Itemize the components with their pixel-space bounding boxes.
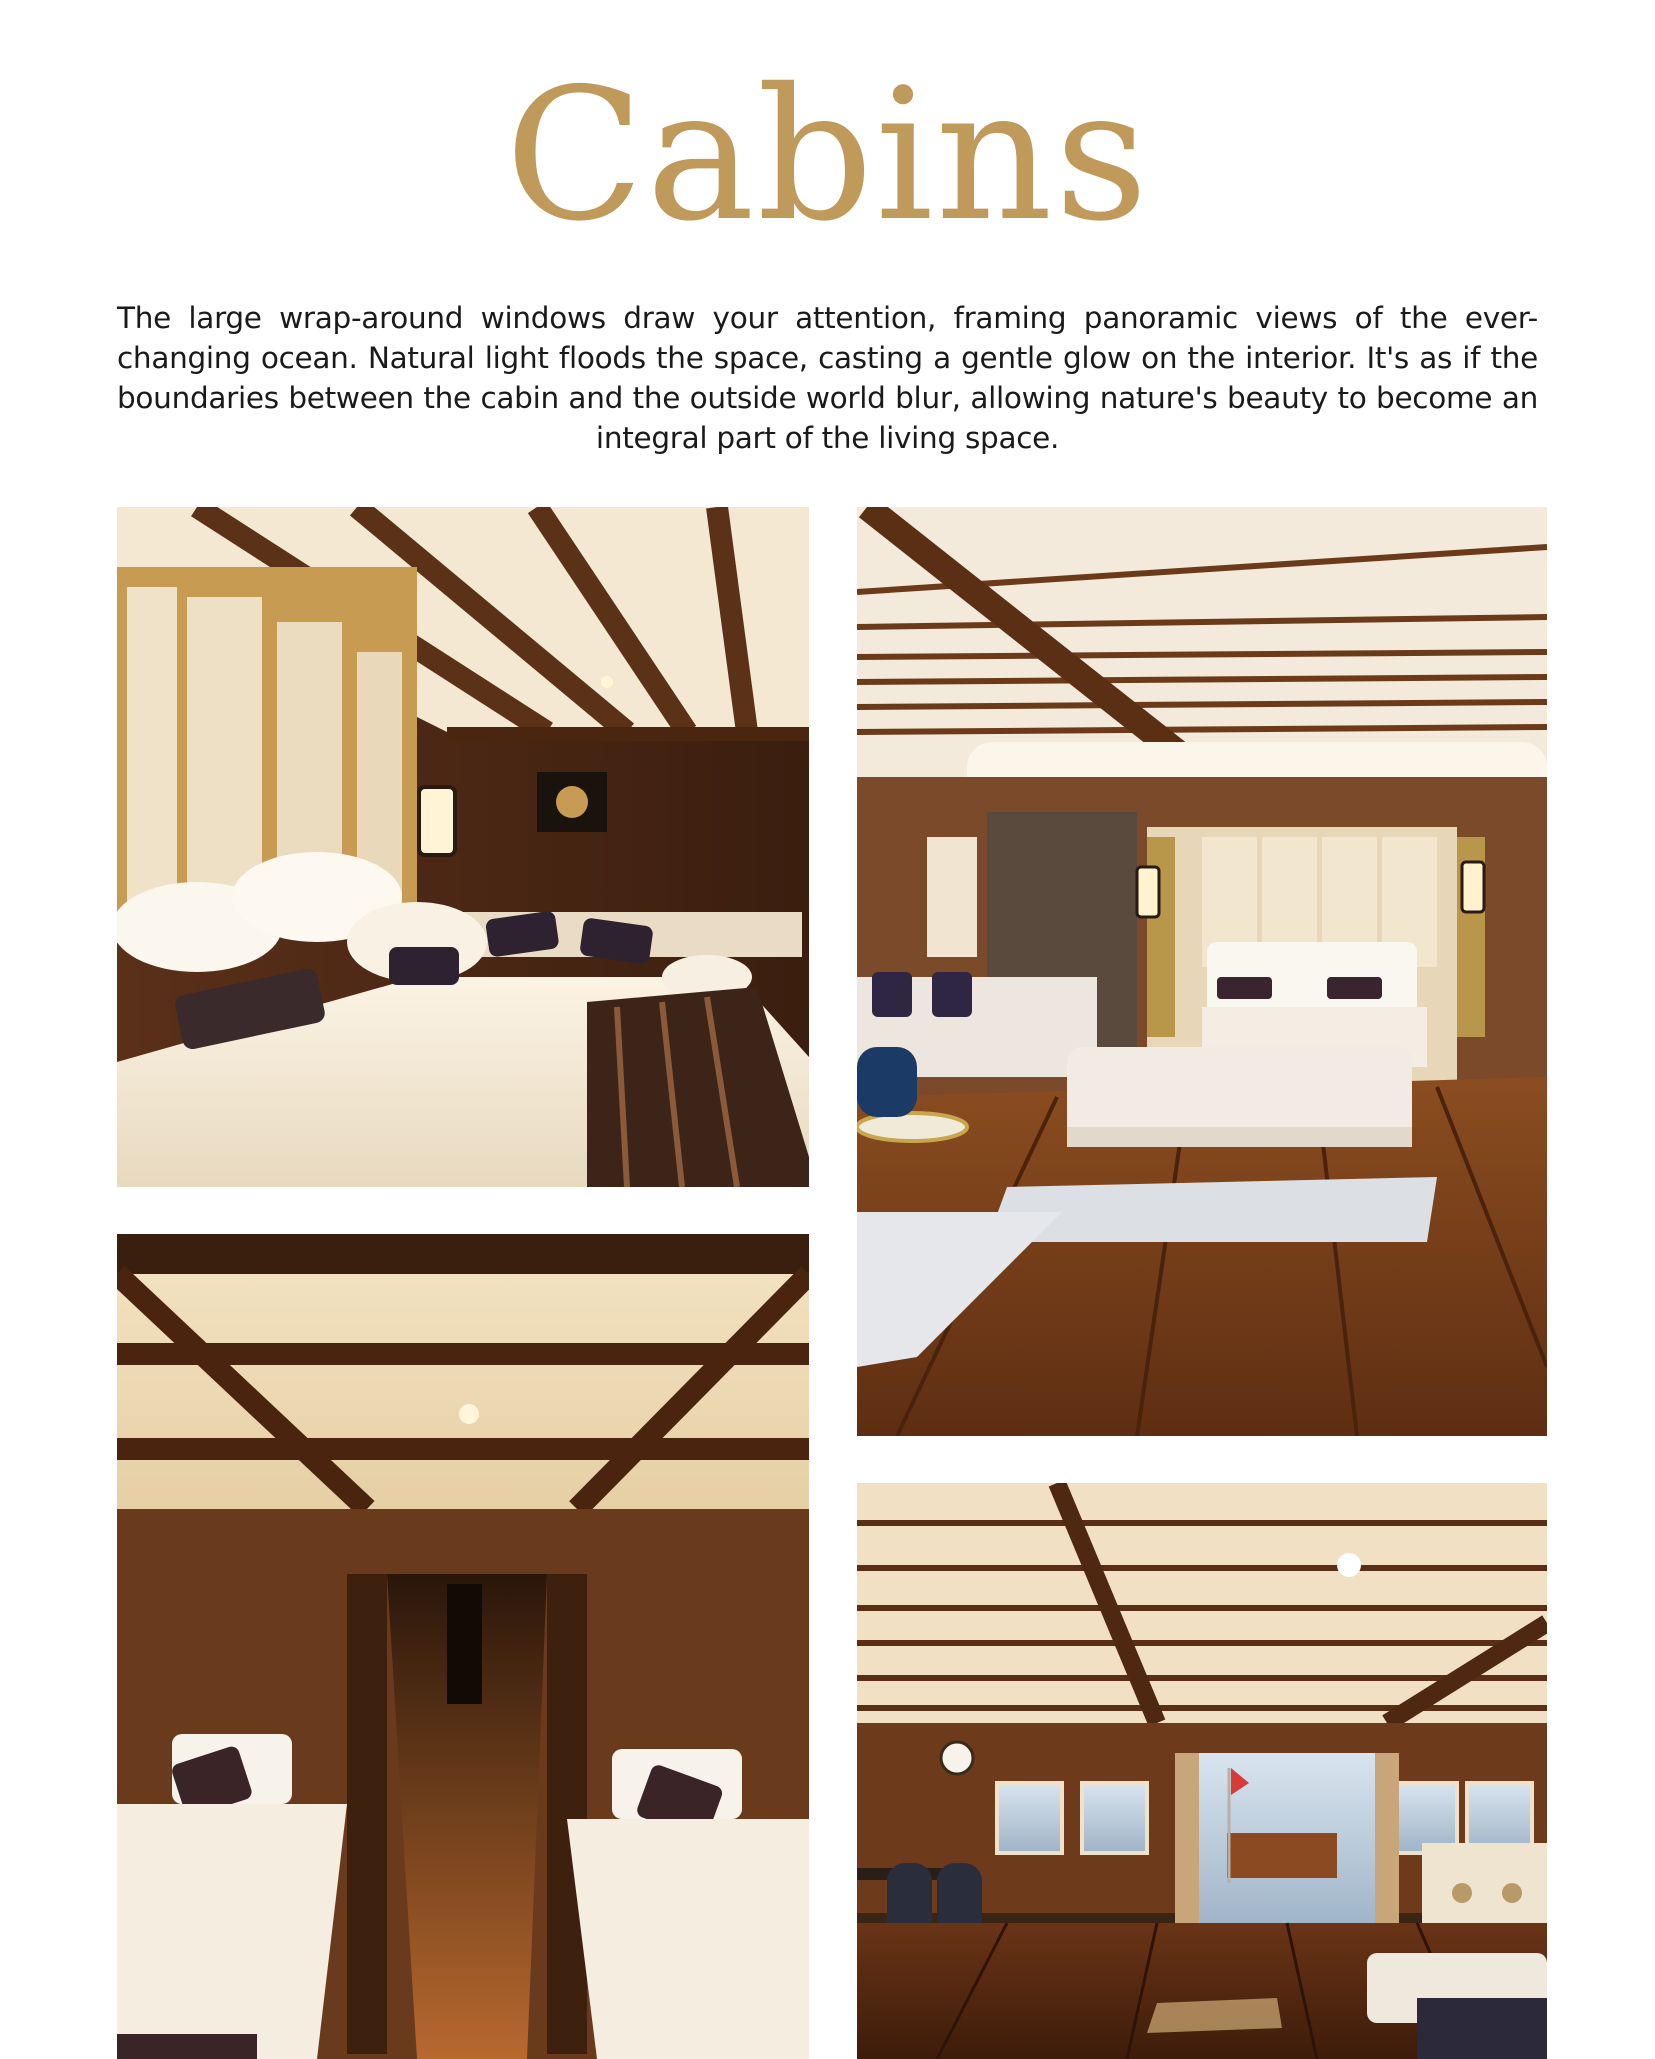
cabin-photo-double-bed (117, 507, 809, 1187)
page-title: Cabins (504, 49, 1151, 261)
intro-paragraph: The large wrap-around windows draw your attention, framing panoramic views of the ever-changing ocean. Natural light floods the space, casting a gentle glow on the interior. It's as if the boundaries between the cabin and the outside world blur, allowing nature's beauty to become an integral part of the living space. (117, 301, 1538, 455)
cabin-photo-suite-lounge (857, 1483, 1547, 2059)
cabin-photo-master-suite (857, 507, 1547, 1436)
cabin-photo-twin-beds (117, 1234, 809, 2059)
